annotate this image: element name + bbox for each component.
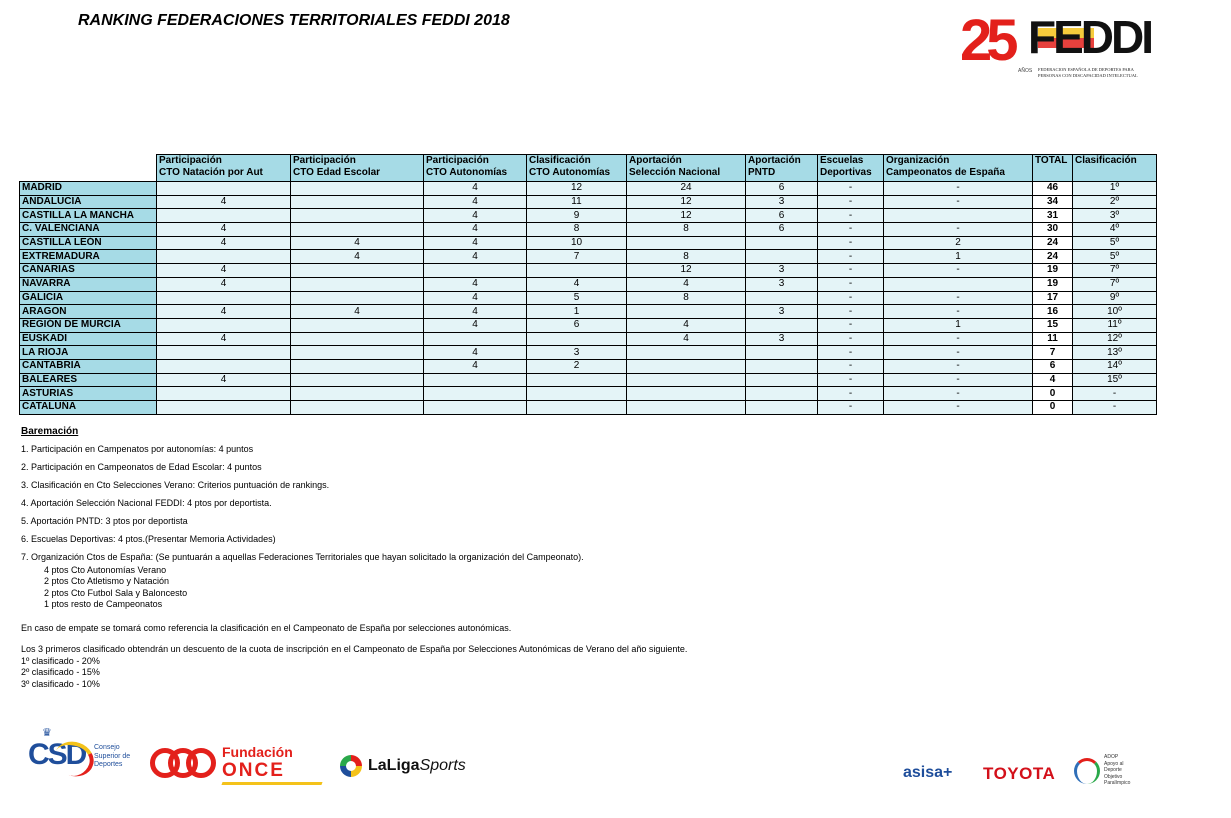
score-cell: - bbox=[818, 236, 884, 250]
clasificacion-cell: 2º bbox=[1073, 195, 1157, 209]
total-cell: 24 bbox=[1033, 236, 1073, 250]
feddi-logo-25: 25 bbox=[960, 8, 1013, 73]
score-cell: 8 bbox=[627, 291, 746, 305]
score-cell: - bbox=[884, 332, 1033, 346]
score-cell: - bbox=[818, 318, 884, 332]
clasificacion-cell: 7º bbox=[1073, 277, 1157, 291]
score-cell: 12 bbox=[627, 209, 746, 223]
adop-swoosh-icon bbox=[1074, 758, 1100, 784]
score-cell: 1 bbox=[884, 250, 1033, 264]
baremacion-notes bbox=[21, 426, 687, 690]
score-cell bbox=[746, 318, 818, 332]
clasificacion-cell: 10º bbox=[1073, 305, 1157, 319]
score-cell: 3 bbox=[746, 195, 818, 209]
laliga-ball-icon bbox=[340, 755, 362, 777]
clasificacion-cell: 4º bbox=[1073, 223, 1157, 237]
feddi-logo-anos: AÑOS bbox=[1018, 68, 1033, 74]
score-cell: 4 bbox=[527, 277, 627, 291]
score-cell bbox=[746, 401, 818, 415]
total-cell: 16 bbox=[1033, 305, 1073, 319]
score-cell bbox=[291, 359, 424, 373]
column-header-line1: TOTAL bbox=[1035, 155, 1068, 166]
clasificacion-cell: 5º bbox=[1073, 236, 1157, 250]
column-header-line1: Escuelas bbox=[820, 155, 864, 166]
score-cell: 3 bbox=[746, 305, 818, 319]
score-cell: 11 bbox=[527, 195, 627, 209]
csd-logo-letters: CSD bbox=[28, 738, 86, 771]
baremacion-sub-item: 4 ptos Cto Autonomías Verano bbox=[44, 564, 167, 575]
region-name: CASTILLA LA MANCHA bbox=[20, 209, 157, 223]
score-cell: 12 bbox=[627, 264, 746, 278]
score-cell: 4 bbox=[291, 236, 424, 250]
column-header bbox=[527, 155, 627, 182]
score-cell: 4 bbox=[291, 250, 424, 264]
region-name: CATALUÑA bbox=[20, 401, 157, 415]
table-row bbox=[20, 387, 1157, 401]
score-cell: - bbox=[884, 291, 1033, 305]
csd-logo bbox=[28, 726, 138, 786]
descuento-item: 3º clasificado - 10% bbox=[21, 678, 100, 689]
score-cell: - bbox=[884, 305, 1033, 319]
column-header-line1: Participación bbox=[293, 155, 356, 166]
score-cell: - bbox=[884, 359, 1033, 373]
score-cell: 4 bbox=[424, 223, 527, 237]
score-cell bbox=[746, 250, 818, 264]
score-cell: 6 bbox=[746, 182, 818, 196]
total-cell: 34 bbox=[1033, 195, 1073, 209]
score-cell: - bbox=[818, 277, 884, 291]
clasificacion-cell: 12º bbox=[1073, 332, 1157, 346]
score-cell bbox=[157, 359, 291, 373]
descuento-item: 2º clasificado - 15% bbox=[21, 667, 100, 677]
score-cell bbox=[627, 401, 746, 415]
score-cell bbox=[424, 387, 527, 401]
clasificacion-cell: 14º bbox=[1073, 359, 1157, 373]
clasificacion-cell: 7º bbox=[1073, 264, 1157, 278]
score-cell bbox=[527, 332, 627, 346]
laliga-logo-text bbox=[368, 757, 466, 775]
score-cell: 4 bbox=[291, 305, 424, 319]
once-logo-line1: Fundación bbox=[222, 744, 293, 760]
table-row bbox=[20, 346, 1157, 360]
score-cell: - bbox=[818, 264, 884, 278]
once-logo-line2: ONCE bbox=[222, 760, 285, 781]
clasificacion-cell: - bbox=[1073, 387, 1157, 401]
total-cell: 19 bbox=[1033, 264, 1073, 278]
score-cell: 8 bbox=[527, 223, 627, 237]
score-cell: - bbox=[818, 182, 884, 196]
score-cell bbox=[627, 359, 746, 373]
csd-text-line: Consejo bbox=[94, 744, 120, 751]
score-cell: 3 bbox=[746, 332, 818, 346]
clasificacion-cell: 15º bbox=[1073, 373, 1157, 387]
baremacion-item: 5. Aportación PNTD: 3 ptos por deportista bbox=[21, 515, 188, 526]
score-cell bbox=[627, 305, 746, 319]
score-cell bbox=[627, 346, 746, 360]
table-row bbox=[20, 359, 1157, 373]
score-cell: 5 bbox=[527, 291, 627, 305]
score-cell bbox=[527, 387, 627, 401]
clasificacion-cell: - bbox=[1073, 401, 1157, 415]
column-header-line2: CTO Autonomías bbox=[426, 167, 508, 178]
adop-text-line: ADOP bbox=[1104, 754, 1119, 760]
baremacion-item: 2. Participación en Campeonatos de Edad Escolar: 4 puntos bbox=[21, 461, 262, 472]
column-header-line1: Aportación bbox=[629, 155, 682, 166]
score-cell: 4 bbox=[627, 332, 746, 346]
score-cell bbox=[157, 250, 291, 264]
baremacion-items bbox=[21, 444, 687, 564]
csd-text-line: Superior de bbox=[94, 752, 131, 760]
score-cell bbox=[291, 209, 424, 223]
csd-text-line: Deportes bbox=[94, 761, 123, 768]
score-cell: 4 bbox=[424, 291, 527, 305]
table-row bbox=[20, 182, 1157, 196]
clasificacion-cell: 9º bbox=[1073, 291, 1157, 305]
score-cell bbox=[157, 182, 291, 196]
score-cell: - bbox=[884, 401, 1033, 415]
score-cell: 4 bbox=[157, 264, 291, 278]
score-cell: 3 bbox=[527, 346, 627, 360]
score-cell bbox=[291, 291, 424, 305]
column-header-line1: Participación bbox=[159, 155, 222, 166]
column-header-line2: Campeonatos de España bbox=[886, 167, 1005, 178]
page-title: RANKING FEDERACIONES TERRITORIALES FEDDI 2018 bbox=[78, 12, 510, 29]
score-cell bbox=[291, 332, 424, 346]
column-header-line1: Aportación bbox=[748, 155, 801, 166]
laliga-logo-bold: LaLiga bbox=[368, 757, 420, 774]
score-cell: 2 bbox=[527, 359, 627, 373]
adop-text-line: Paralímpico bbox=[1104, 780, 1131, 786]
column-header-line1: Organización bbox=[886, 155, 950, 166]
total-cell: 15 bbox=[1033, 318, 1073, 332]
score-cell bbox=[527, 373, 627, 387]
total-cell: 30 bbox=[1033, 223, 1073, 237]
baremacion-sub-item: 2 ptos Cto Atletismo y Natación bbox=[44, 576, 170, 586]
score-cell: - bbox=[884, 223, 1033, 237]
total-cell: 11 bbox=[1033, 332, 1073, 346]
score-cell bbox=[424, 332, 527, 346]
table-body bbox=[20, 182, 1157, 415]
adop-text-line: Apoyo al bbox=[1104, 760, 1124, 767]
score-cell bbox=[157, 387, 291, 401]
score-cell bbox=[424, 264, 527, 278]
region-name: MADRID bbox=[20, 182, 157, 196]
region-name: ASTURIAS bbox=[20, 387, 157, 401]
adop-logo-text bbox=[1104, 754, 1130, 787]
score-cell: 4 bbox=[424, 346, 527, 360]
table-row bbox=[20, 291, 1157, 305]
region-name: C. VALENCIANA bbox=[20, 223, 157, 237]
score-cell bbox=[746, 291, 818, 305]
clasificacion-cell: 13º bbox=[1073, 346, 1157, 360]
total-cell: 4 bbox=[1033, 373, 1073, 387]
score-cell: - bbox=[884, 195, 1033, 209]
score-cell: 9 bbox=[527, 209, 627, 223]
column-header bbox=[746, 155, 818, 182]
table-row bbox=[20, 264, 1157, 278]
score-cell bbox=[746, 387, 818, 401]
score-cell: 7 bbox=[527, 250, 627, 264]
column-header bbox=[884, 155, 1033, 182]
column-header bbox=[157, 155, 291, 182]
score-cell: 24 bbox=[627, 182, 746, 196]
score-cell: - bbox=[884, 346, 1033, 360]
region-name: EXTREMADURA bbox=[20, 250, 157, 264]
laliga-logo-italic: Sports bbox=[419, 757, 466, 774]
column-header bbox=[627, 155, 746, 182]
table-row bbox=[20, 277, 1157, 291]
descuento-note: Los 3 primeros clasificado obtendrán un descuento de la cuota de inscripción en el Campeonato de España por Selecciones Autonómicas de Verano del año siguiente. bbox=[21, 644, 688, 654]
clasificacion-cell: 3º bbox=[1073, 209, 1157, 223]
score-cell bbox=[157, 318, 291, 332]
score-cell bbox=[291, 387, 424, 401]
table-row bbox=[20, 305, 1157, 319]
score-cell: 12 bbox=[627, 195, 746, 209]
empate-note: En caso de empate se tomará como referencia la clasificación en el Campeonato de España por selecciones autonómicas. bbox=[21, 622, 512, 633]
total-cell: 24 bbox=[1033, 250, 1073, 264]
adop-logo bbox=[1072, 752, 1142, 792]
score-cell: 4 bbox=[157, 223, 291, 237]
score-cell bbox=[884, 277, 1033, 291]
score-cell: 6 bbox=[527, 318, 627, 332]
score-cell: 1 bbox=[527, 305, 627, 319]
score-cell: 12 bbox=[527, 182, 627, 196]
table-row bbox=[20, 236, 1157, 250]
score-cell bbox=[746, 373, 818, 387]
column-header bbox=[1073, 155, 1157, 182]
score-cell: - bbox=[818, 195, 884, 209]
score-cell bbox=[157, 209, 291, 223]
score-cell: 4 bbox=[424, 209, 527, 223]
baremacion-sub-item: 2 ptos Cto Futbol Sala y Baloncesto bbox=[44, 587, 188, 598]
region-name: CANTABRIA bbox=[20, 359, 157, 373]
score-cell: 4 bbox=[424, 305, 527, 319]
total-cell: 17 bbox=[1033, 291, 1073, 305]
table-row bbox=[20, 318, 1157, 332]
feddi-logo-name: FEDDI bbox=[1028, 11, 1151, 63]
score-cell: 4 bbox=[157, 332, 291, 346]
score-cell: - bbox=[884, 373, 1033, 387]
score-cell: 4 bbox=[157, 277, 291, 291]
clasificacion-cell: 5º bbox=[1073, 250, 1157, 264]
score-cell: 2 bbox=[884, 236, 1033, 250]
baremacion-item: 1. Participación en Campenatos por autonomías: 4 puntos bbox=[21, 443, 254, 454]
score-cell: - bbox=[818, 346, 884, 360]
score-cell: - bbox=[818, 359, 884, 373]
score-cell bbox=[291, 195, 424, 209]
score-cell: 1 bbox=[884, 318, 1033, 332]
score-cell bbox=[291, 264, 424, 278]
score-cell: 4 bbox=[627, 277, 746, 291]
score-cell bbox=[884, 209, 1033, 223]
laliga-sports-logo bbox=[340, 753, 480, 781]
table-header-row bbox=[20, 155, 1157, 182]
total-cell: 31 bbox=[1033, 209, 1073, 223]
column-header-line2: Deportivas bbox=[820, 167, 872, 178]
score-cell bbox=[627, 236, 746, 250]
score-cell bbox=[291, 182, 424, 196]
score-cell bbox=[291, 318, 424, 332]
total-cell: 0 bbox=[1033, 401, 1073, 415]
toyota-logo: TOYOTA bbox=[983, 764, 1056, 783]
score-cell bbox=[157, 401, 291, 415]
score-cell bbox=[291, 277, 424, 291]
score-cell bbox=[627, 387, 746, 401]
score-cell: 4 bbox=[424, 277, 527, 291]
score-cell bbox=[527, 264, 627, 278]
score-cell bbox=[157, 291, 291, 305]
total-cell: 7 bbox=[1033, 346, 1073, 360]
column-header bbox=[424, 155, 527, 182]
region-name: LA RIOJA bbox=[20, 346, 157, 360]
table-row bbox=[20, 250, 1157, 264]
once-logo-bar bbox=[221, 782, 322, 785]
descuento-item: 1º clasificado - 20% bbox=[21, 655, 100, 666]
column-header-line2: PNTD bbox=[748, 167, 776, 178]
column-header-line1: Clasificación bbox=[529, 155, 591, 166]
fundacion-once-logo bbox=[150, 742, 330, 788]
region-name: NAVARRA bbox=[20, 277, 157, 291]
score-cell: 4 bbox=[424, 359, 527, 373]
score-cell bbox=[291, 373, 424, 387]
once-rings-icon bbox=[150, 744, 220, 784]
table-row bbox=[20, 332, 1157, 346]
score-cell: 3 bbox=[746, 264, 818, 278]
column-header-line2: CTO Natación por Aut bbox=[159, 167, 263, 178]
score-cell: - bbox=[884, 264, 1033, 278]
score-cell: 6 bbox=[746, 209, 818, 223]
baremacion-sub-item: 1 ptos resto de Campeonatos bbox=[44, 599, 163, 609]
total-cell: 19 bbox=[1033, 277, 1073, 291]
region-name: GALICIA bbox=[20, 291, 157, 305]
column-header bbox=[1033, 155, 1073, 182]
score-cell: - bbox=[818, 387, 884, 401]
clasificacion-cell: 1º bbox=[1073, 182, 1157, 196]
column-header bbox=[291, 155, 424, 182]
score-cell bbox=[527, 401, 627, 415]
score-cell: 3 bbox=[746, 277, 818, 291]
baremacion-item: 3. Clasificación en Cto Selecciones Verano: Criterios puntuación de rankings. bbox=[21, 479, 330, 490]
ranking-table bbox=[19, 154, 1157, 415]
score-cell: - bbox=[818, 401, 884, 415]
baremacion-item: 7. Organización Ctos de España: (Se puntuarán a aquellas Federaciones Territoriales que hayan solicitado la organización del Campeonato). bbox=[21, 551, 584, 562]
score-cell: 4 bbox=[424, 236, 527, 250]
score-cell: - bbox=[884, 182, 1033, 196]
csd-logo-text bbox=[94, 744, 130, 770]
score-cell: - bbox=[818, 250, 884, 264]
column-header-line1: Clasificación bbox=[1075, 155, 1137, 166]
column-header-line2: CTO Autonomías bbox=[529, 167, 611, 178]
table-row bbox=[20, 373, 1157, 387]
clasificacion-cell: 11º bbox=[1073, 318, 1157, 332]
crown-icon: ♛ bbox=[42, 727, 52, 739]
region-name: CANARIAS bbox=[20, 264, 157, 278]
feddi-logo bbox=[960, 10, 1150, 80]
region-name: BALEARES bbox=[20, 373, 157, 387]
region-name: CASTILLA LEÓN bbox=[20, 236, 157, 250]
score-cell: 4 bbox=[157, 305, 291, 319]
score-cell: 4 bbox=[157, 236, 291, 250]
score-cell: 4 bbox=[157, 195, 291, 209]
score-cell bbox=[424, 401, 527, 415]
asisa-logo: asisa+ bbox=[903, 764, 953, 781]
score-cell: 4 bbox=[424, 250, 527, 264]
baremacion-sub-items bbox=[21, 565, 687, 611]
region-name: ARAGON bbox=[20, 305, 157, 319]
score-cell bbox=[746, 359, 818, 373]
region-name: REGIÓN DE MURCIA bbox=[20, 318, 157, 332]
score-cell bbox=[291, 346, 424, 360]
score-cell: 8 bbox=[627, 250, 746, 264]
score-cell: - bbox=[884, 387, 1033, 401]
baremacion-item: 4. Aportación Selección Nacional FEDDI: 4 ptos por deportista. bbox=[21, 497, 272, 508]
score-cell: 6 bbox=[746, 223, 818, 237]
score-cell bbox=[746, 236, 818, 250]
score-cell: - bbox=[818, 305, 884, 319]
score-cell: 4 bbox=[424, 318, 527, 332]
score-cell bbox=[291, 401, 424, 415]
score-cell: 4 bbox=[627, 318, 746, 332]
score-cell bbox=[157, 346, 291, 360]
column-header bbox=[818, 155, 884, 182]
column-header-line2: Selección Nacional bbox=[629, 167, 721, 178]
table-row bbox=[20, 401, 1157, 415]
score-cell: 8 bbox=[627, 223, 746, 237]
header-blank-cell bbox=[20, 155, 157, 182]
column-header-line1: Participación bbox=[426, 155, 489, 166]
feddi-logo-subtitle: FEDERACION ESPAÑOLA DE DEPORTES PARA PERSONAS CON DISCAPACIDAD INTELECTUAL bbox=[1038, 67, 1138, 78]
score-cell: - bbox=[818, 223, 884, 237]
descuento-list bbox=[21, 656, 687, 691]
score-cell: - bbox=[818, 373, 884, 387]
total-cell: 6 bbox=[1033, 359, 1073, 373]
table-row bbox=[20, 195, 1157, 209]
score-cell bbox=[627, 373, 746, 387]
region-name: ANDALUCIA bbox=[20, 195, 157, 209]
table-row bbox=[20, 223, 1157, 237]
total-cell: 0 bbox=[1033, 387, 1073, 401]
score-cell bbox=[746, 346, 818, 360]
score-cell: - bbox=[818, 209, 884, 223]
adop-text-line: Deporte bbox=[1104, 767, 1122, 773]
score-cell: - bbox=[818, 291, 884, 305]
score-cell bbox=[424, 373, 527, 387]
score-cell: 4 bbox=[424, 195, 527, 209]
score-cell: 10 bbox=[527, 236, 627, 250]
region-name: EUSKADI bbox=[20, 332, 157, 346]
score-cell bbox=[291, 223, 424, 237]
adop-text-line: Objetivo bbox=[1104, 773, 1123, 780]
baremacion-item: 6. Escuelas Deportivas: 4 ptos.(Presentar Memoria Actividades) bbox=[21, 533, 276, 544]
score-cell: 4 bbox=[157, 373, 291, 387]
table-row bbox=[20, 209, 1157, 223]
score-cell: 4 bbox=[424, 182, 527, 196]
baremacion-heading: Baremación bbox=[21, 426, 79, 437]
column-header-line2: CTO Edad Escolar bbox=[293, 167, 381, 178]
total-cell: 46 bbox=[1033, 182, 1073, 196]
score-cell: - bbox=[818, 332, 884, 346]
